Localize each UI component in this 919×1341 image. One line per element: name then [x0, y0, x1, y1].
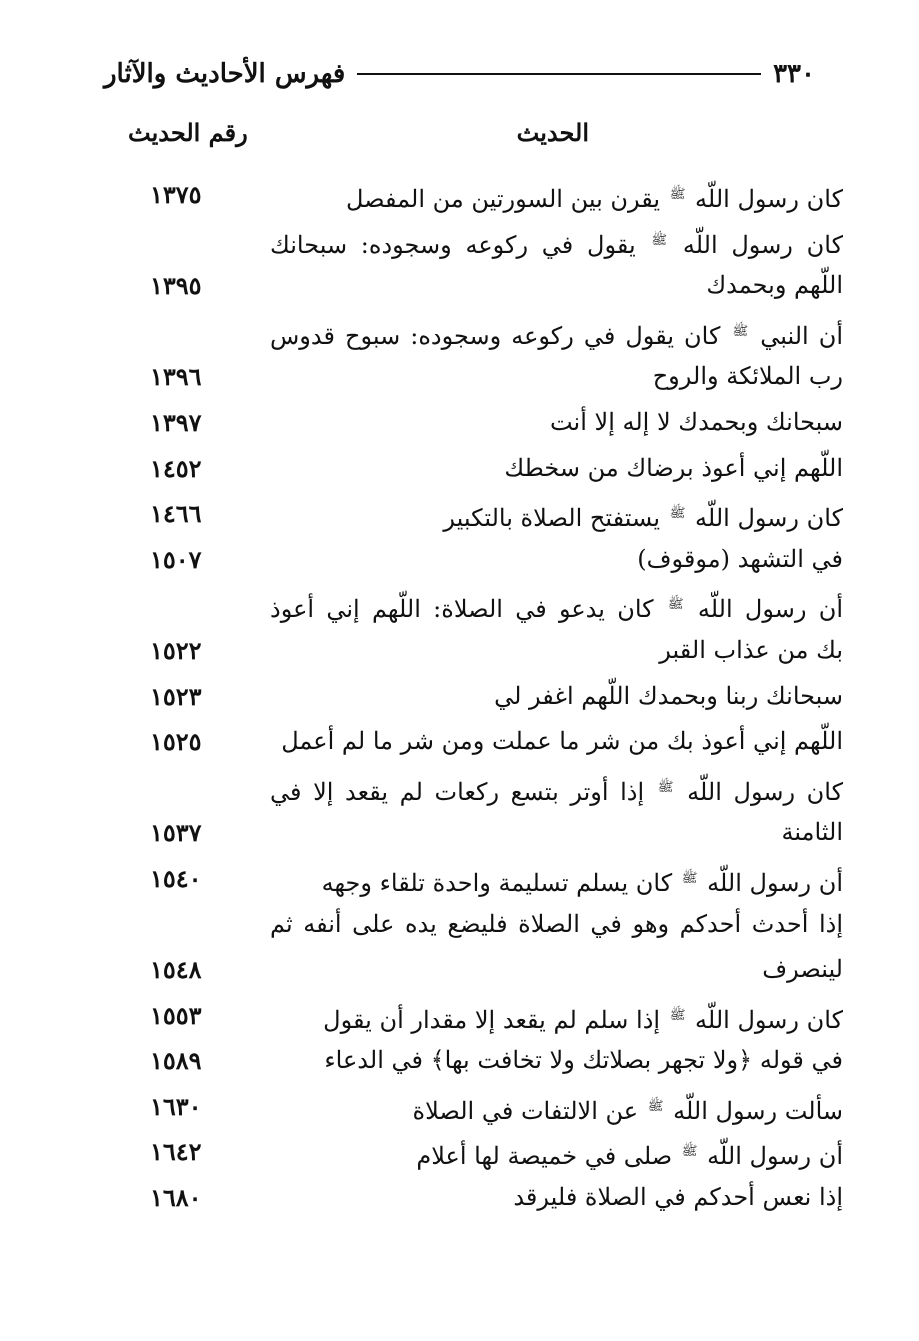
hadith-text-line: سبحانك ربنا وبحمدك اللّهم اغفر لي: [494, 681, 843, 710]
salutation-glyph: ﷺ: [657, 779, 674, 795]
hadith-number: ١٥٨٩: [150, 1046, 202, 1076]
hadith-number: ١٥٤٨: [150, 955, 202, 985]
hadith-text-line: سألت رسول اللّه ﷺ عن الالتفات في الصلاة: [150, 1084, 843, 1130]
column-headers: [128, 118, 839, 158]
index-entry: [150, 172, 843, 218]
salutation-glyph: ﷺ: [669, 1007, 686, 1023]
hadith-number: ١٥٥٣: [150, 1000, 202, 1030]
hadith-number: ١٥٢٢: [150, 635, 202, 665]
salutation-glyph: ﷺ: [681, 870, 698, 886]
index-entry: [150, 218, 843, 309]
hadith-number: ١٥٤٠: [150, 863, 202, 893]
hadith-number: ١٣٩٥: [150, 271, 202, 301]
salutation-glyph: ﷺ: [669, 506, 686, 522]
hadith-number: ١٥٠٧: [150, 544, 202, 574]
index-entry: [150, 400, 843, 446]
hadith-text-line: بك من عذاب القبر: [659, 635, 843, 664]
hadith-text-line: أن رسول اللّه ﷺ كان يدعو في الصلاة: اللّهم إني أعوذ: [150, 582, 843, 628]
index-entry: [150, 993, 843, 1039]
hadith-number: ١٥٢٣: [150, 681, 202, 711]
index-entry: [150, 1038, 843, 1084]
header-rule: [357, 73, 761, 75]
column-header-number: رقم الحديث: [128, 118, 248, 147]
salutation-glyph: ﷺ: [732, 323, 749, 339]
hadith-text-line: إذا نعس أحدكم في الصلاة فليرقد: [513, 1183, 843, 1212]
hadith-text-line: إذا أحدث أحدكم وهو في الصلاة فليضع يده على أنفه ثم: [270, 909, 843, 938]
hadith-text-line: أن رسول اللّه ﷺ كان يسلم تسليمة واحدة تلقاء وجهه: [150, 856, 843, 902]
hadith-text-line: في قوله ﴿ولا تجهر بصلاتك ولا تخافت بها﴾ في الدعاء: [324, 1046, 843, 1075]
column-header-hadith: الحديث: [516, 118, 589, 147]
index-entry: [150, 674, 843, 720]
hadith-text-line: سبحانك وبحمدك لا إله إلا أنت: [549, 407, 843, 436]
index-entry: [150, 1129, 843, 1175]
index-entry: [150, 1175, 843, 1221]
salutation-glyph: ﷺ: [681, 1144, 698, 1160]
index-entry: [150, 856, 843, 902]
index-entry: [150, 491, 843, 537]
hadith-text-line: اللّهم إني أعوذ بك من شر ما عملت ومن شر ما لم أعمل: [281, 727, 843, 756]
hadith-text-line: اللّهم إني أعوذ برضاك من سخطك: [504, 453, 843, 482]
hadith-text-line: كان رسول اللّه ﷺ إذا سلم لم يقعد إلا مقدار أن يقول: [150, 993, 843, 1039]
hadith-number: ١٣٩٧: [150, 407, 202, 437]
hadith-number: ١٦٨٠: [150, 1183, 202, 1213]
hadith-text-line: أن رسول اللّه ﷺ صلى في خميصة لها أعلام: [150, 1129, 843, 1175]
hadith-number: ١٣٧٥: [150, 180, 202, 209]
index-entry: [150, 446, 843, 492]
hadith-number: ١٥٢٥: [150, 727, 202, 757]
hadith-index-list: [150, 172, 843, 1221]
hadith-text-line: في التشهد (موقوف): [637, 544, 843, 573]
index-entry: [150, 765, 843, 856]
hadith-text-line: الثامنة: [781, 818, 843, 847]
hadith-number: ١٤٦٦: [150, 499, 202, 529]
salutation-glyph: ﷺ: [651, 232, 668, 248]
salutation-glyph: ﷺ: [647, 1098, 664, 1114]
page-number: ٣٣٠: [773, 59, 815, 89]
hadith-text-line: لينصرف: [762, 955, 843, 984]
running-header: [104, 54, 815, 94]
hadith-number: ١٦٣٠: [150, 1091, 202, 1121]
hadith-text-line: كان رسول اللّه ﷺ يقرن بين السورتين من المفصل: [150, 172, 843, 218]
index-entry: [150, 582, 843, 673]
index-entry: [150, 537, 843, 583]
salutation-glyph: ﷺ: [669, 187, 686, 202]
hadith-number: ١٣٩٦: [150, 362, 202, 392]
hadith-text-line: اللّهم وبحمدك: [706, 271, 843, 300]
hadith-text-line: كان رسول اللّه ﷺ يستفتح الصلاة بالتكبير: [150, 491, 843, 537]
hadith-text-line: كان رسول اللّه ﷺ إذا أوتر بتسع ركعات لم يقعد إلا في: [150, 765, 843, 811]
index-entry: [150, 902, 843, 993]
index-entry: [150, 1084, 843, 1130]
hadith-number: ١٥٣٧: [150, 818, 202, 848]
hadith-number: ١٦٤٢: [150, 1137, 202, 1167]
hadith-text-line: كان رسول اللّه ﷺ يقول في ركوعه وسجوده: سبحانك: [150, 218, 843, 264]
running-title: فهرس الأحاديث والآثار: [104, 59, 346, 89]
salutation-glyph: ﷺ: [667, 597, 684, 613]
index-entry: [150, 719, 843, 765]
hadith-text-line: رب الملائكة والروح: [652, 362, 843, 391]
hadith-text-line: أن النبي ﷺ كان يقول في ركوعه وسجوده: سبوح قدوس: [150, 309, 843, 355]
index-entry: [150, 309, 843, 400]
hadith-number: ١٤٥٢: [150, 453, 202, 483]
